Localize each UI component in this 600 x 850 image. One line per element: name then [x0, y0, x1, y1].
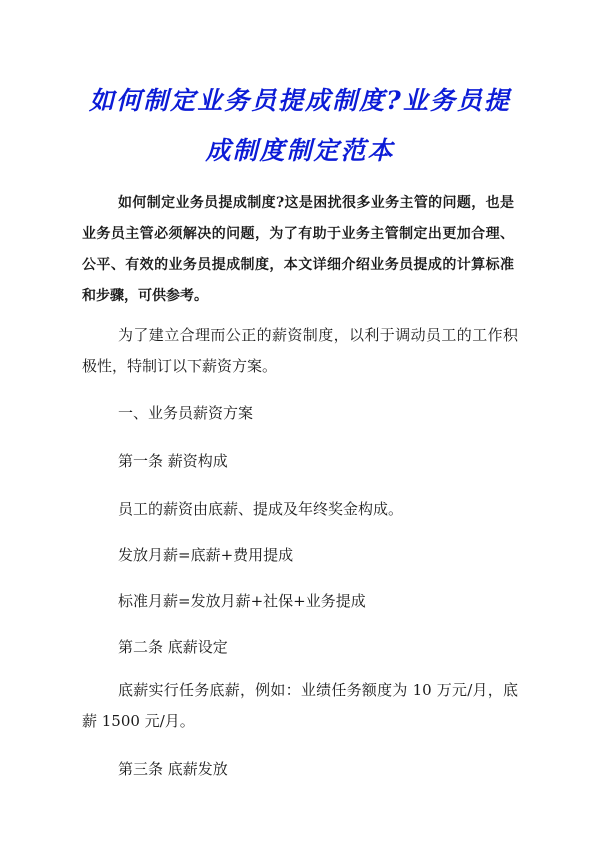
- title-line-1: 如何制定业务员提成制度?业务员提: [89, 86, 511, 115]
- title-line-2: 成制度制定范本: [205, 136, 395, 165]
- section-heading-1: 一、业务员薪资方案: [118, 404, 254, 422]
- article-1-heading: 第一条 薪资构成: [118, 452, 228, 470]
- salary-composition-text: 员工的薪资由底薪、提成及年终奖金构成。: [118, 500, 404, 518]
- formula-monthly-pay: 发放月薪=底薪+费用提成: [118, 546, 294, 564]
- purpose-paragraph: 为了建立合理而公正的薪资制度，以利于调动员工的工作积极性，特制订以下薪资方案。: [82, 326, 518, 375]
- intro-paragraph: 如何制定业务员提成制度?这是困扰很多业务主管的问题，也是业务员主管必须解决的问题，为了有助于业务主管制定出更加合理、公平、有效的业务员提成制度，本文详细介绍业务员提成的计算标准和步骤，可供参考。: [82, 195, 514, 304]
- article-2-heading: 第二条 底薪设定: [118, 638, 228, 656]
- base-salary-paragraph: 底薪实行任务底薪，例如：业绩任务额度为 10 万元/月，底薪 1500 元/月。: [82, 681, 518, 730]
- article-3-heading: 第三条 底薪发放: [118, 760, 228, 778]
- document-title: [70, 76, 530, 176]
- formula-standard-pay: 标准月薪=发放月薪+社保+业务提成: [118, 592, 366, 610]
